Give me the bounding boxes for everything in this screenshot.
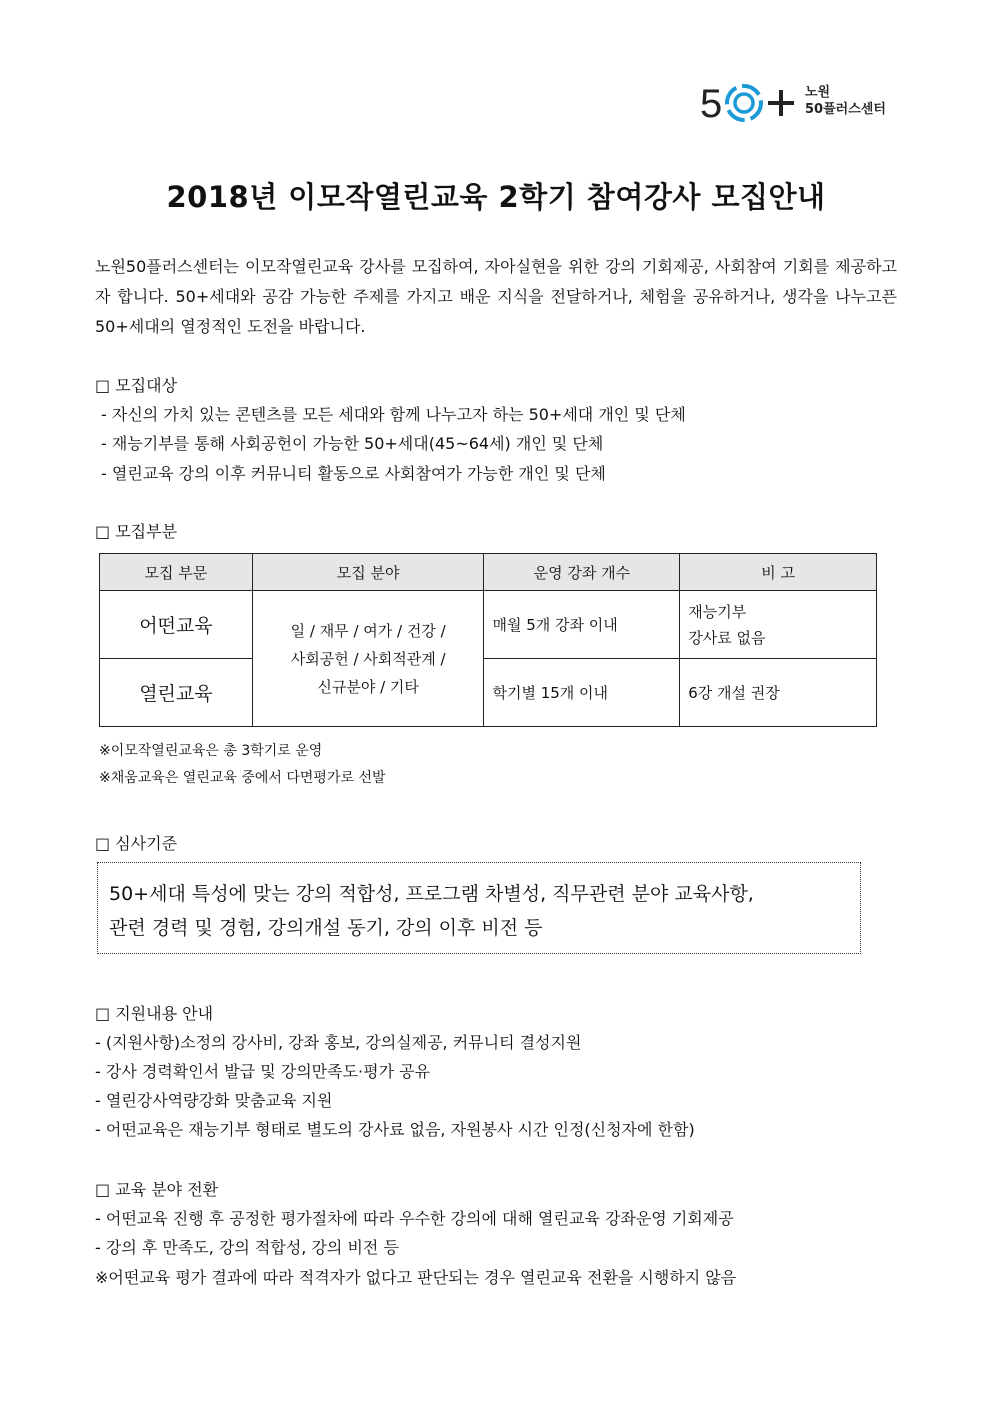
note-line: 강사료 없음 — [688, 628, 766, 647]
category-cell: 열린교육 — [100, 659, 253, 727]
table-row — [100, 659, 877, 727]
count-cell: 매월 5개 강좌 이내 — [484, 591, 680, 659]
criteria-line: 50+세대 특성에 맞는 강의 적합성, 프로그램 차별성, 직무관련 분야 교육사항, — [109, 883, 754, 905]
criteria-heading: □ 심사기준 — [95, 834, 178, 853]
transition-heading: □ 교육 분야 전환 — [95, 1180, 219, 1199]
target-item: - 자신의 가치 있는 콘텐츠를 모든 세대와 함께 나누고자 하는 50+세대 개인 및 단체 — [101, 405, 686, 424]
support-item: - 어떤교육은 재능기부 형태로 별도의 강사료 없음, 자원봉사 시간 인정(신청자에 한함) — [95, 1120, 695, 1139]
table-row — [100, 591, 877, 659]
target-item: - 열린교육 강의 이후 커뮤니티 활동으로 사회참여가 가능한 개인 및 단체 — [101, 464, 606, 483]
logo-text — [805, 84, 886, 118]
division-heading: □ 모집부분 — [95, 522, 178, 541]
fields-cell — [252, 591, 484, 727]
intro-paragraph: 노원50플러스센터는 이모작열린교육 강사를 모집하여, 자아실현을 위한 강의 기회제공, 사회참여 기회를 제공하고자 합니다. 50+세대와 공감 가능한 주제를 가지고 배운 지식을 전달하거나, 체험을 공유하거나, 생각을 나누고픈 50+세대의 열정적인 도전을 바랍니다. — [95, 257, 897, 336]
transition-item: - 강의 후 만족도, 강의 적합성, 강의 비전 등 — [95, 1238, 399, 1257]
support-item: - 강사 경력확인서 발급 및 강의만족도·평가 공유 — [95, 1062, 431, 1081]
support-item: - (지원사항)소정의 강사비, 강좌 홍보, 강의실제공, 커뮤니티 결성지원 — [95, 1033, 582, 1052]
target-heading: □ 모집대상 — [95, 376, 178, 395]
logo-line2: 50플러스센터 — [805, 102, 886, 117]
support-item: - 열린강사역량강화 맞춤교육 지원 — [95, 1091, 333, 1110]
logo-five-glyph: 5 — [700, 82, 723, 126]
transition-item: - 어떤교육 진행 후 공정한 평가절차에 따라 우수한 강의에 대해 열린교육 강좌운영 기회제공 — [95, 1209, 734, 1228]
target-item: - 재능기부를 통해 사회공헌이 가능한 50+세대(45~64세) 개인 및 단체 — [101, 434, 604, 453]
table-header: 비 고 — [680, 554, 877, 591]
table-footnote: ※채움교육은 열린교육 중에서 다면평가로 선발 — [99, 770, 386, 786]
table-footnote: ※이모작열린교육은 총 3학기로 운영 — [99, 743, 323, 759]
page-title: 2018년 이모작열린교육 2학기 참여강사 모집안내 — [166, 180, 826, 214]
criteria-box — [97, 862, 861, 954]
division-table — [99, 553, 877, 727]
logo-line1: 노원 — [805, 85, 831, 100]
fields-line: 신규분야 / 기타 — [317, 677, 419, 696]
criteria-line: 관련 경력 및 경험, 강의개설 동기, 강의 이후 비전 등 — [109, 917, 543, 939]
transition-note: ※어떤교육 평가 결과에 따라 적격자가 없다고 판단되는 경우 열린교육 전환을 시행하지 않음 — [95, 1268, 737, 1287]
table-header: 모집 분야 — [252, 554, 484, 591]
support-heading: □ 지원내용 안내 — [95, 1004, 214, 1023]
note-cell — [680, 591, 877, 659]
table-header: 모집 부문 — [100, 554, 253, 591]
fields-line: 사회공헌 / 사회적관계 / — [290, 649, 446, 668]
category-cell: 어떤교육 — [100, 591, 253, 659]
note-line: 재능기부 — [688, 602, 747, 621]
fields-line: 일 / 재무 / 여가 / 건강 / — [290, 621, 446, 640]
count-cell: 학기별 15개 이내 — [484, 659, 680, 727]
note-cell: 6강 개설 권장 — [680, 659, 877, 727]
table-header: 운영 강좌 개수 — [484, 554, 680, 591]
